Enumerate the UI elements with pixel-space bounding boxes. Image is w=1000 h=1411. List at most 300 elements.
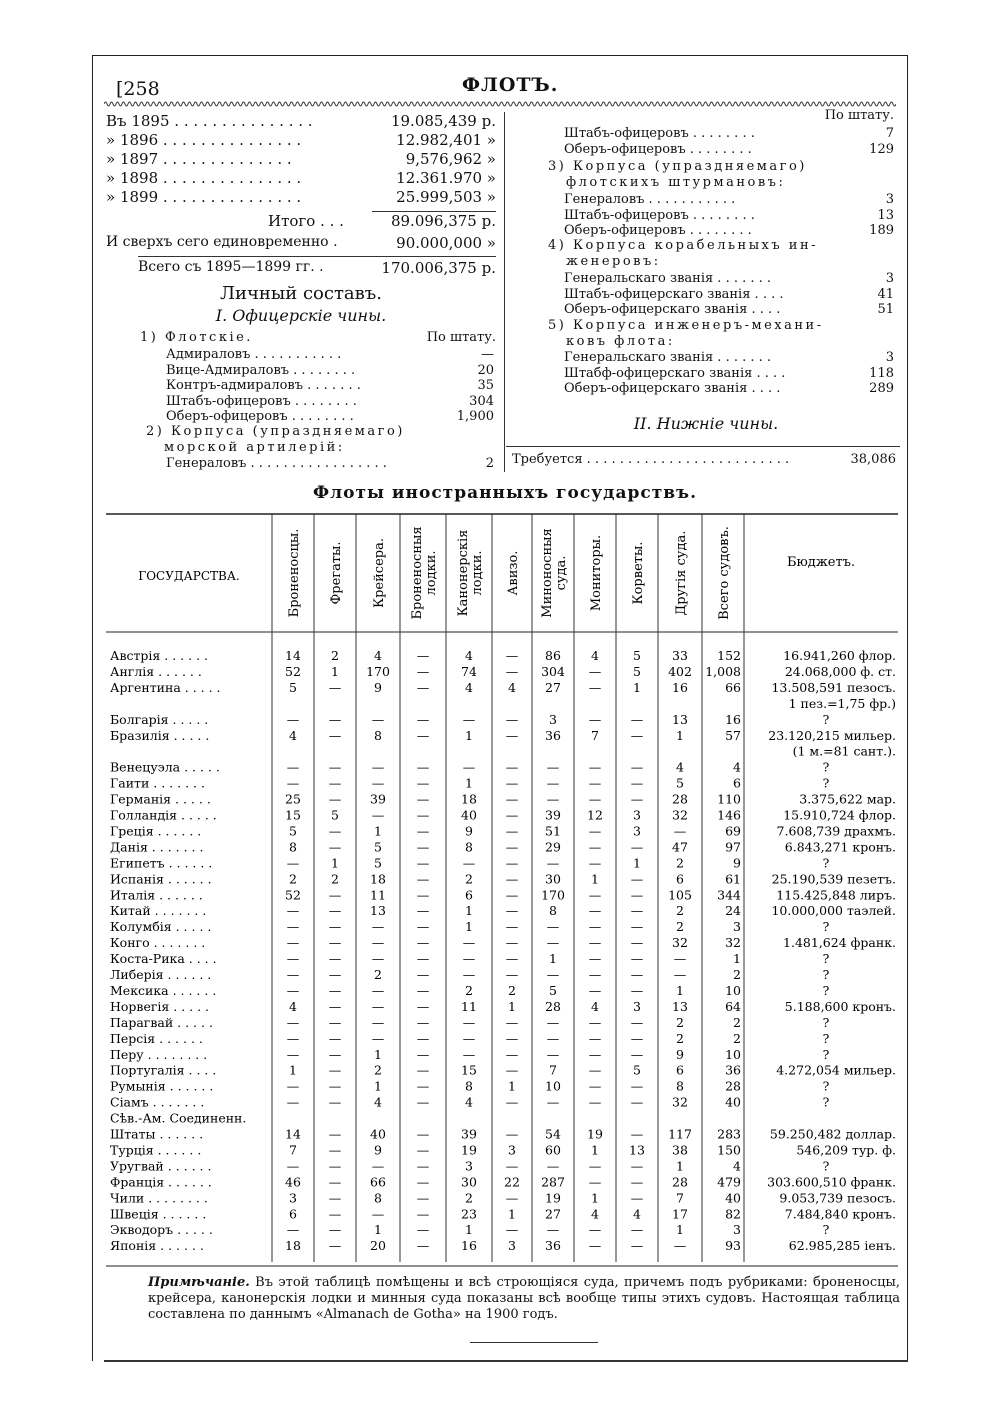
- table-cell: —: [371, 807, 385, 823]
- table-cell: 2: [733, 967, 741, 982]
- table-cell: 93: [725, 1238, 741, 1254]
- table-cell: —: [505, 951, 519, 967]
- table-cell: —: [328, 998, 342, 1014]
- table-cell: —: [286, 967, 300, 982]
- table-cell: 1: [374, 1222, 382, 1238]
- table-cell: 7: [591, 727, 599, 743]
- column-header-6: Миноносныя: [540, 528, 555, 618]
- state-name: Штаты . . . . . .: [110, 1126, 204, 1142]
- table-cell: 15: [285, 807, 301, 823]
- shipbuilders-heading-2: женеровъ:: [566, 254, 661, 269]
- table-cell: 304: [541, 663, 565, 679]
- table-cell: 11: [461, 998, 477, 1014]
- table-cell: —: [630, 711, 644, 727]
- budget-cell: ?: [822, 711, 830, 727]
- table-cell: —: [462, 759, 476, 775]
- budget-cell: 10.000,000 таэлей.: [771, 903, 896, 919]
- state-name: Германія . . . . .: [110, 791, 211, 807]
- table-cell: —: [328, 1094, 342, 1110]
- table-cell: 18: [285, 1238, 301, 1254]
- table-cell: —: [505, 903, 519, 919]
- table-cell: —: [630, 1046, 644, 1062]
- item-label: Оберъ-офицеровъ . . . . . . . .: [564, 223, 752, 238]
- table-cell: 2: [331, 871, 339, 887]
- table-cell: —: [630, 791, 644, 807]
- table-cell: 64: [725, 998, 741, 1014]
- table-cell: —: [416, 823, 430, 839]
- budget-cell: 6.843,271 кронъ.: [784, 839, 896, 855]
- total-value: 170.006,375 р.: [381, 259, 496, 277]
- table-cell: —: [416, 711, 430, 727]
- budget-cell: ?: [822, 1014, 830, 1030]
- table-cell: 4: [733, 759, 741, 775]
- budget-cell: 59.250,482 доллар.: [769, 1126, 896, 1142]
- table-cell: 2: [289, 871, 297, 887]
- table-cell: —: [546, 791, 560, 807]
- table-cell: —: [286, 919, 300, 935]
- table-cell: 14: [285, 1126, 301, 1142]
- table-cell: —: [546, 759, 560, 775]
- table-cell: —: [505, 839, 519, 855]
- table-cell: —: [328, 1126, 342, 1142]
- state-column-header: ГОСУДАРСТВА.: [138, 569, 240, 583]
- table-cell: —: [673, 1238, 687, 1254]
- table-cell: —: [588, 775, 602, 791]
- table-cell: —: [588, 887, 602, 903]
- table-cell: 2: [676, 903, 684, 919]
- table-cell: 25: [285, 791, 301, 807]
- table-cell: 1: [508, 1206, 516, 1222]
- table-cell: 2: [374, 967, 382, 982]
- table-cell: —: [630, 1190, 644, 1206]
- budget-cell: ?: [822, 919, 830, 935]
- table-cell: 1: [289, 1062, 297, 1078]
- table-cell: 40: [725, 1094, 741, 1110]
- table-cell: 8: [465, 1078, 473, 1094]
- item-value: 304: [469, 393, 494, 409]
- table-cell: —: [416, 791, 430, 807]
- table-cell: —: [588, 935, 602, 951]
- state-name: Испанія . . . . . .: [110, 871, 212, 887]
- budget-cell: 5.188,600 кронъ.: [784, 998, 896, 1014]
- budget-cell: ?: [822, 982, 830, 998]
- table-cell: —: [505, 1222, 519, 1238]
- table-cell: 2: [331, 648, 339, 663]
- column-header-7: Мониторы.: [589, 534, 604, 612]
- table-cell: 1: [508, 998, 516, 1014]
- table-cell: 4: [591, 648, 599, 663]
- table-cell: —: [546, 1094, 560, 1110]
- table-cell: —: [505, 1094, 519, 1110]
- state-name: Греція . . . . . .: [110, 823, 202, 839]
- item-label: Оберъ-офицеровъ . . . . . . . .: [166, 409, 354, 424]
- mechanics-heading-1: 5) Корпуса инженеръ-механи-: [548, 318, 824, 333]
- table-cell: 54: [545, 1126, 561, 1142]
- table-cell: 16: [672, 679, 688, 695]
- item-value: 1,900: [456, 409, 494, 424]
- budget-cell: 25.190,539 пезетъ.: [771, 871, 896, 887]
- budget-cell: 24.068,000 ф. ст.: [784, 663, 896, 679]
- table-cell: —: [371, 919, 385, 935]
- table-cell: 40: [370, 1126, 386, 1142]
- table-cell: 3: [508, 1142, 516, 1158]
- budget-year: Въ 1895 . . . . . . . . . . . . . . .: [106, 112, 313, 130]
- table-cell: —: [371, 775, 385, 791]
- column-header-2: Крейсера.: [372, 538, 387, 608]
- table-cell: 3: [733, 919, 741, 935]
- item-label: Оберъ-офицерскаго званія . . . .: [564, 302, 781, 317]
- table-cell: 4: [508, 679, 516, 695]
- table-cell: 3: [633, 823, 641, 839]
- table-cell: —: [371, 998, 385, 1014]
- table-cell: —: [416, 648, 430, 663]
- item-value: 118: [869, 365, 894, 381]
- state-name: Чили . . . . . . . .: [110, 1190, 208, 1206]
- table-cell: —: [416, 839, 430, 855]
- table-cell: —: [416, 1030, 430, 1046]
- table-cell: —: [416, 887, 430, 903]
- table-cell: —: [630, 1094, 644, 1110]
- table-cell: 2: [733, 1030, 741, 1046]
- table-cell: —: [588, 1030, 602, 1046]
- item-label: Оберъ-офицерскаго званія . . . .: [564, 381, 781, 396]
- table-cell: —: [286, 759, 300, 775]
- table-cell: 39: [370, 791, 386, 807]
- table-cell: 36: [725, 1062, 741, 1078]
- table-cell: —: [462, 1030, 476, 1046]
- state-name: Аргентина . . . . .: [110, 679, 221, 695]
- table-cell: —: [371, 982, 385, 998]
- table-cell: —: [546, 1014, 560, 1030]
- table-cell: 2: [465, 982, 473, 998]
- table-cell: —: [462, 855, 476, 871]
- table-cell: —: [286, 1046, 300, 1062]
- budget-amount: 19.085,439 р.: [390, 112, 496, 130]
- table-cell: —: [546, 1030, 560, 1046]
- table-cell: 10: [545, 1078, 561, 1094]
- table-cell: 1: [465, 903, 473, 919]
- table-cell: —: [371, 951, 385, 967]
- table-cell: 283: [717, 1126, 741, 1142]
- table-cell: 1: [374, 823, 382, 839]
- column-header-4: Канонерскія: [456, 529, 471, 617]
- table-cell: 9: [733, 855, 741, 871]
- table-cell: 1: [676, 727, 684, 743]
- budget-year: » 1897 . . . . . . . . . . . . . .: [106, 150, 292, 168]
- table-cell: 3: [633, 998, 641, 1014]
- state-name: Румынія . . . . . .: [110, 1078, 214, 1094]
- table-cell: 110: [717, 791, 741, 807]
- budget-cell: 303.600,510 франк.: [767, 1174, 896, 1190]
- table-cell: —: [630, 727, 644, 743]
- table-cell: —: [588, 663, 602, 679]
- table-cell: 402: [668, 663, 692, 679]
- table-cell: 6: [289, 1206, 297, 1222]
- column-header-5: Авизо.: [506, 550, 521, 596]
- table-cell: —: [328, 1142, 342, 1158]
- table-cell: —: [546, 1158, 560, 1174]
- table-cell: —: [328, 1046, 342, 1062]
- item-label: Генеральскаго званія . . . . . . .: [564, 350, 772, 365]
- table-cell: —: [328, 679, 342, 695]
- budget-year: » 1898 . . . . . . . . . . . . . . .: [106, 169, 302, 187]
- state-name: Голландія . . . . .: [110, 807, 217, 823]
- table-cell: —: [546, 967, 560, 982]
- table-cell: 4: [676, 759, 684, 775]
- table-cell: —: [328, 919, 342, 935]
- extra-value: 90.000,000 »: [396, 234, 496, 252]
- table-cell: 20: [370, 1238, 386, 1254]
- table-cell: 22: [504, 1174, 520, 1190]
- table-cell: 4: [465, 648, 473, 663]
- table-cell: 105: [668, 887, 692, 903]
- table-cell: —: [328, 887, 342, 903]
- table-cell: 5: [331, 807, 339, 823]
- table-cell: 3: [549, 711, 557, 727]
- table-cell: 30: [461, 1174, 477, 1190]
- table-cell: 1,008: [705, 663, 741, 679]
- page-bottom-rule: [104, 1360, 908, 1362]
- table-cell: 7: [289, 1142, 297, 1158]
- table-cell: —: [505, 855, 519, 871]
- column-header-1: Фрегаты.: [329, 541, 344, 605]
- table-cell: 5: [289, 823, 297, 839]
- column-header-3: Броненосныя: [410, 526, 425, 620]
- staff-label-right: По штату.: [824, 108, 894, 123]
- table-cell: 1: [676, 982, 684, 998]
- table-cell: —: [630, 1030, 644, 1046]
- table-cell: 66: [725, 679, 741, 695]
- table-cell: —: [630, 775, 644, 791]
- table-cell: 1: [549, 951, 557, 967]
- table-cell: —: [588, 791, 602, 807]
- table-cell: 8: [465, 839, 473, 855]
- table-cell: 82: [725, 1206, 741, 1222]
- state-name: Португалія . . . .: [110, 1062, 217, 1078]
- table-cell: —: [328, 791, 342, 807]
- table-cell: 28: [672, 791, 688, 807]
- table-cell: 39: [461, 1126, 477, 1142]
- table-cell: —: [546, 935, 560, 951]
- table-cell: —: [588, 967, 602, 982]
- state-name: Франція . . . . . .: [110, 1174, 212, 1190]
- item-value: 3: [885, 350, 894, 365]
- budget-amount: 9,576,962 »: [405, 150, 496, 168]
- table-cell: —: [505, 775, 519, 791]
- item-value: 20: [477, 362, 494, 378]
- table-cell: —: [416, 1078, 430, 1094]
- table-cell: —: [505, 967, 519, 982]
- table-cell: —: [505, 1190, 519, 1206]
- table-cell: —: [416, 1014, 430, 1030]
- table-cell: 9: [465, 823, 473, 839]
- table-cell: —: [328, 1014, 342, 1030]
- table-cell: 86: [545, 648, 561, 663]
- footnote-end-rule: [470, 1342, 598, 1343]
- table-cell: 4: [633, 1206, 641, 1222]
- table-cell: —: [462, 1046, 476, 1062]
- budget-cell: ?: [822, 1222, 830, 1238]
- item-label: Генеральскаго званія . . . . . . .: [564, 271, 772, 286]
- table-cell: 16: [461, 1238, 477, 1254]
- table-cell: —: [416, 903, 430, 919]
- state-name: Италія . . . . . .: [110, 887, 203, 903]
- table-cell: 17: [672, 1206, 688, 1222]
- budget-cell: 16.941,260 флор.: [783, 648, 896, 663]
- table-cell: 4: [465, 1094, 473, 1110]
- budget-cell: ?: [822, 1158, 830, 1174]
- table-cell: —: [588, 1014, 602, 1030]
- table-cell: —: [546, 919, 560, 935]
- lower-ranks-value: 38,086: [850, 452, 896, 467]
- table-cell: —: [630, 1158, 644, 1174]
- state-name: Парагвай . . . . .: [110, 1014, 213, 1030]
- table-cell: —: [416, 855, 430, 871]
- table-cell: —: [505, 807, 519, 823]
- table-cell: —: [505, 1046, 519, 1062]
- table-cell: —: [630, 1222, 644, 1238]
- navigators-heading-2: флотскихъ штурмановъ:: [566, 175, 786, 190]
- table-cell: 8: [289, 839, 297, 855]
- table-cell: —: [328, 1062, 342, 1078]
- table-cell: —: [286, 855, 300, 871]
- table-cell: 6: [676, 871, 684, 887]
- table-cell: —: [630, 919, 644, 935]
- table-cell: —: [416, 998, 430, 1014]
- table-cell: —: [505, 887, 519, 903]
- lower-ranks-heading: II. Нижніе чины.: [633, 414, 779, 433]
- table-cell: 152: [717, 648, 741, 663]
- table-cell: —: [462, 935, 476, 951]
- table-cell: —: [286, 935, 300, 951]
- table-cell: —: [416, 982, 430, 998]
- state-name: Перу . . . . . . . .: [110, 1046, 208, 1062]
- mechanics-heading-2: ковъ флота:: [566, 334, 675, 349]
- table-cell: 5: [374, 839, 382, 855]
- table-cell: —: [328, 967, 342, 982]
- table-cell: 40: [461, 807, 477, 823]
- budget-year: » 1899 . . . . . . . . . . . . . . .: [106, 188, 302, 206]
- budget-cell: 15.910,724 флор.: [783, 807, 896, 823]
- table-cell: —: [328, 982, 342, 998]
- budget-cell: ?: [822, 967, 830, 982]
- personnel-heading: Личный составъ.: [220, 283, 382, 304]
- table-cell: —: [630, 1174, 644, 1190]
- table-cell: —: [505, 759, 519, 775]
- table-cell: 19: [587, 1126, 603, 1142]
- budget-cell: 1 пез.=1,75 фр.): [788, 695, 896, 711]
- budget-cell: ?: [822, 1078, 830, 1094]
- state-name: Колумбія . . . . .: [110, 919, 212, 935]
- state-name: Норвегія . . . . .: [110, 998, 210, 1014]
- table-cell: 18: [461, 791, 477, 807]
- table-cell: 74: [461, 663, 477, 679]
- table-cell: —: [328, 935, 342, 951]
- state-name: Коста-Рика . . . .: [110, 951, 217, 967]
- table-cell: —: [462, 711, 476, 727]
- table-cell: 2: [465, 871, 473, 887]
- budget-cell: 9.053,739 пезосъ.: [779, 1190, 896, 1206]
- table-cell: 9: [374, 1142, 382, 1158]
- state-name: Мексика . . . . . .: [110, 982, 217, 998]
- budget-cell: ?: [822, 951, 830, 967]
- table-cell: 287: [541, 1174, 565, 1190]
- table-cell: —: [505, 1014, 519, 1030]
- table-cell: 146: [717, 807, 741, 823]
- table-cell: —: [588, 1174, 602, 1190]
- table-cell: —: [588, 1046, 602, 1062]
- budget-cell: 13.508,591 пезосъ.: [771, 679, 896, 695]
- table-cell: —: [588, 919, 602, 935]
- table-cell: 97: [725, 839, 741, 855]
- table-cell: —: [328, 1222, 342, 1238]
- state-name: Уругвай . . . . . .: [110, 1158, 212, 1174]
- budget-cell: 546,209 тур. ф.: [796, 1142, 896, 1158]
- table-cell: —: [328, 1078, 342, 1094]
- item-label: Оберъ-офицеровъ . . . . . . . .: [564, 142, 752, 157]
- table-cell: —: [286, 1014, 300, 1030]
- table-cell: 479: [717, 1174, 741, 1190]
- table-cell: 1: [465, 727, 473, 743]
- table-cell: —: [416, 775, 430, 791]
- item-value: 129: [869, 142, 894, 157]
- state-name: Персія . . . . . .: [110, 1030, 203, 1046]
- table-cell: 60: [545, 1142, 561, 1158]
- footnote: [148, 1275, 900, 1323]
- state-name: Болгарія . . . . .: [110, 711, 209, 727]
- table-cell: 7: [676, 1190, 684, 1206]
- table-cell: 2: [676, 855, 684, 871]
- table-cell: 3: [465, 1158, 473, 1174]
- table-cell: 2: [508, 982, 516, 998]
- itogo-label: Итого . . .: [268, 212, 344, 230]
- table-cell: 18: [370, 871, 386, 887]
- table-cell: 170: [541, 887, 565, 903]
- shipbuilders-heading-1: 4) Корпуса корабельныхъ ин-: [548, 238, 819, 253]
- table-cell: —: [416, 919, 430, 935]
- table-cell: 2: [465, 1190, 473, 1206]
- table-cell: —: [546, 1046, 560, 1062]
- table-cell: 61: [725, 871, 741, 887]
- table-cell: 5: [374, 855, 382, 871]
- table-cell: 2: [676, 1014, 684, 1030]
- running-title: ФЛОТЪ.: [462, 74, 559, 96]
- table-cell: —: [416, 1190, 430, 1206]
- footnote-label: Примѣчаніе.: [148, 1275, 250, 1290]
- table-cell: —: [328, 1030, 342, 1046]
- table-cell: 3: [733, 1222, 741, 1238]
- table-cell: 1: [465, 919, 473, 935]
- item-label: Штабъ-офицеровъ . . . . . . . .: [166, 393, 357, 409]
- table-cell: —: [328, 1206, 342, 1222]
- item-label: Штабъ-офицерскаго званія . . . .: [564, 286, 784, 302]
- table-cell: 6: [676, 1062, 684, 1078]
- table-cell: —: [462, 951, 476, 967]
- state-name: Китай . . . . . . .: [110, 903, 207, 919]
- table-cell: 27: [545, 679, 561, 695]
- table-cell: —: [505, 1158, 519, 1174]
- budget-amount: 25.999,503 »: [396, 188, 496, 206]
- itogo-value: 89.096,375 р.: [390, 212, 496, 230]
- table-cell: 1: [331, 855, 339, 871]
- table-cell: —: [505, 663, 519, 679]
- table-cell: 7: [549, 1062, 557, 1078]
- table-cell: —: [286, 1030, 300, 1046]
- column-header-10: Всего судовъ.: [717, 526, 732, 620]
- table-cell: —: [371, 711, 385, 727]
- table-cell: —: [416, 679, 430, 695]
- table-cell: 52: [285, 663, 301, 679]
